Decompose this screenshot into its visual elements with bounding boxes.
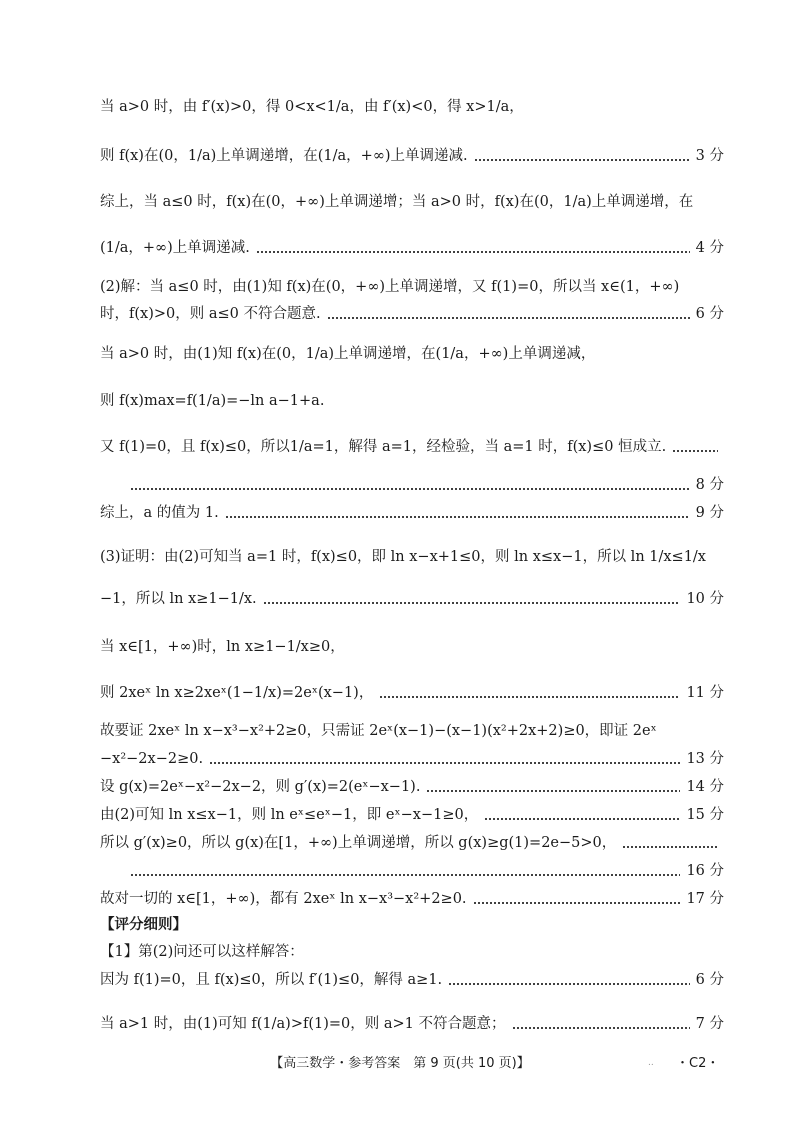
line-text: 当 a>1 时，由(1)可知 f(1/a)>f(1)=0，则 a>1 不符合题意；	[100, 1016, 506, 1032]
leader-dots	[473, 891, 681, 905]
text-line	[100, 749, 724, 769]
score-label: 10 分	[686, 591, 724, 607]
line-text: 由(2)可知 ln x≤x−1，则 ln eˣ≤eˣ−1，即 eˣ−x−1≥0，	[100, 807, 479, 823]
line-text: 综上，a 的值为 1.	[100, 505, 219, 521]
text-line	[100, 277, 724, 297]
text-line	[100, 970, 724, 990]
text-line	[100, 475, 724, 495]
line-text: 设 g(x)=2eˣ−x²−2x−2，则 g′(x)=2(eˣ−x−1).	[100, 779, 421, 795]
text-line	[100, 589, 724, 609]
leader-dots	[130, 477, 690, 491]
score-label: 14 分	[686, 779, 724, 795]
line-text: 则 2xeˣ ln x≥2xeˣ(1−1/x)=2eˣ(x−1)，	[100, 685, 374, 701]
page-footer: 【高三数学・参考答案 第 9 页(共 10 页)】	[270, 1056, 530, 1071]
text-line	[100, 1014, 724, 1034]
leader-dots	[263, 591, 681, 605]
text-line	[100, 683, 724, 703]
page-code: ・C2・	[676, 1056, 720, 1071]
line-text: 因为 f(1)=0，且 f(x)≤0，所以 f′(1)≤0，解得 a≥1.	[100, 972, 443, 988]
text-line	[100, 721, 724, 741]
line-text: −x²−2x−2≥0.	[100, 751, 204, 767]
leader-dots	[448, 972, 690, 986]
score-label: 8 分	[695, 477, 724, 493]
leader-dots	[512, 1016, 690, 1030]
line-text: 当 a>0 时，由(1)知 f(x)在(0，1/a)上单调递增，在(1/a，+∞)上单调递减，	[100, 346, 596, 362]
leader-dots	[484, 807, 680, 821]
line-text: 又 f(1)=0，且 f(x)≤0，所以1/a=1，解得 a=1，经检验，当 a=1 时，f(x)≤0 恒成立.	[100, 439, 667, 455]
leader-dots	[130, 863, 680, 877]
score-label: 6 分	[695, 306, 724, 322]
text-line	[100, 503, 724, 523]
line-text: 所以 g′(x)≥0，所以 g(x)在[1，+∞)上单调递增，所以 g(x)≥g(1)=2e−5>0，	[100, 835, 617, 851]
score-label: 13 分	[686, 751, 724, 767]
score-label: 16 分	[686, 863, 724, 879]
leader-dots	[209, 751, 680, 765]
text-line	[100, 238, 724, 258]
line-text: 当 a>0 时，由 f′(x)>0，得 0<x<1/a，由 f′(x)<0，得 x>1/a，	[100, 99, 524, 115]
line-text: (3)证明：由(2)可知当 a=1 时，f(x)≤0，即 ln x−x+1≤0，则 ln x≤x−1，所以 ln 1/x≤1/x	[100, 549, 706, 565]
text-line	[100, 192, 724, 212]
leader-dots	[474, 148, 690, 162]
text-line	[100, 861, 724, 881]
line-text: 故要证 2xeˣ ln x−x³−x²+2≥0，只需证 2eˣ(x−1)−(x−1)(x²+2x+2)≥0，即证 2eˣ	[100, 723, 657, 739]
score-label: 4 分	[695, 240, 724, 256]
leader-dots	[426, 779, 680, 793]
line-text: 时，f(x)>0，则 a≤0 不符合题意.	[100, 306, 321, 322]
line-text: (2)解：当 a≤0 时，由(1)知 f(x)在(0，+∞)上单调递增，又 f(1)=0，所以当 x∈(1，+∞)	[100, 279, 680, 295]
score-label: 15 分	[686, 807, 724, 823]
score-label: 6 分	[695, 972, 724, 988]
text-line	[100, 805, 724, 825]
text-line	[100, 97, 724, 117]
score-label: 3 分	[695, 148, 724, 164]
line-text: 【评分细则】	[100, 917, 187, 933]
text-line	[100, 637, 724, 657]
text-line	[100, 391, 724, 411]
line-text: (1/a，+∞)上单调递减.	[100, 240, 250, 256]
line-text: −1，所以 ln x≥1−1/x.	[100, 591, 257, 607]
leader-dots	[622, 835, 718, 849]
text-line	[100, 777, 724, 797]
score-label: 7 分	[695, 1016, 724, 1032]
score-label: 9 分	[695, 505, 724, 521]
line-text: 则 f(x)max=f(1/a)=−ln a−1+a.	[100, 393, 325, 409]
line-text: 【1】第(2)问还可以这样解答：	[100, 944, 304, 960]
text-line	[100, 344, 724, 364]
text-line	[100, 437, 724, 457]
line-text: 故对一切的 x∈[1，+∞)，都有 2xeˣ ln x−x³−x²+2≥0.	[100, 891, 467, 907]
text-line	[100, 942, 724, 962]
text-line	[100, 304, 724, 324]
text-line	[100, 146, 724, 166]
text-line	[100, 833, 724, 853]
line-text: 综上，当 a≤0 时，f(x)在(0，+∞)上单调递增；当 a>0 时，f(x)在(0，1/a)上单调递增，在	[100, 194, 694, 210]
leader-dots	[256, 240, 690, 254]
line-text: 当 x∈[1，+∞)时，ln x≥1−1/x≥0，	[100, 639, 345, 655]
leader-dots	[379, 685, 680, 699]
footer-dots: ..	[648, 1058, 654, 1068]
leader-dots	[327, 306, 690, 320]
line-text: 则 f(x)在(0，1/a)上单调递增，在(1/a，+∞)上单调递减.	[100, 148, 468, 164]
leader-dots	[672, 439, 718, 453]
text-line	[100, 889, 724, 909]
leader-dots	[225, 505, 690, 519]
score-label: 11 分	[686, 685, 724, 701]
section-heading	[100, 915, 724, 935]
score-label: 17 分	[686, 891, 724, 907]
text-line	[100, 547, 724, 567]
